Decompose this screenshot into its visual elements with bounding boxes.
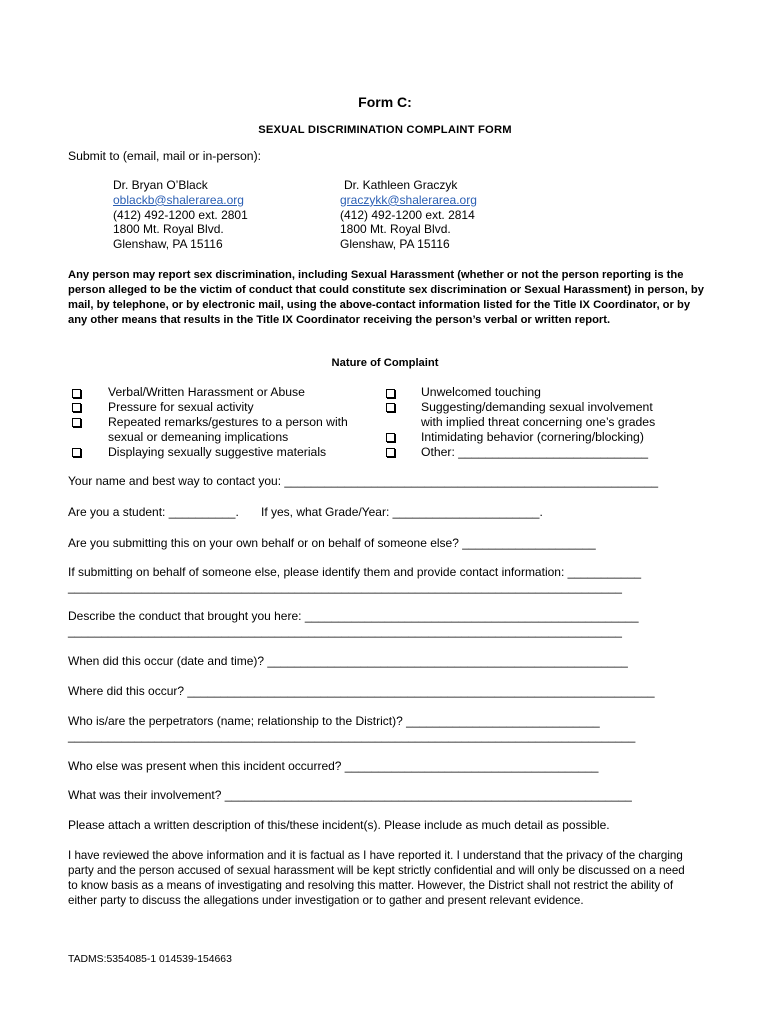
name-contact-field[interactable]: Your name and best way to contact you: ________________________________________________________ [68,474,659,488]
checkbox-repeated-remarks[interactable] [72,418,81,427]
checkbox-intimidating-behavior[interactable] [386,433,395,442]
contact-street: 1800 Mt. Royal Blvd. [340,222,451,237]
contact-card-2 [340,178,477,252]
option-label: Pressure for sexual activity [108,400,254,414]
option-label: Verbal/Written Harassment or Abuse [108,385,305,399]
contact-city: Glenshaw, PA 15116 [113,237,223,252]
behalf-identify-field[interactable]: If submitting on behalf of someone else, please identify them and provide contact information: ___________ [68,565,642,579]
describe-conduct-line2[interactable]: ___________________________________________________________________________________ [68,624,622,638]
contact-street: 1800 Mt. Royal Blvd. [113,222,224,237]
when-field[interactable]: When did this occur (date and time)? ______________________________________________________ [68,654,628,668]
contact-phone: (412) 492-1200 ext. 2801 [113,207,248,222]
nature-heading: Nature of Complaint [331,357,439,369]
form-subtitle: SEXUAL DISCRIMINATION COMPLAINT FORM [258,124,512,136]
contact-card-1 [113,178,248,252]
perpetrators-field[interactable]: Who is/are the perpetrators (name; relationship to the District)? _____________________________ [68,714,600,728]
other-field[interactable]: Other: ____________________________ [421,445,649,459]
checkbox-unwelcomed-touching[interactable] [386,389,395,398]
contact-name: Dr. Kathleen Graczyk [344,178,458,192]
grade-year-field[interactable]: If yes, what Grade/Year: ______________________. [261,505,543,519]
where-field[interactable]: Where did this occur? ______________________________________________________________________ [68,684,655,698]
form-title: Form C: [358,94,412,110]
checkbox-other[interactable] [386,448,395,457]
perpetrators-line2[interactable]: _____________________________________________________________________________________ [68,729,636,743]
option-label: Suggesting/demanding sexual involvement [421,400,653,414]
describe-conduct-field[interactable]: Describe the conduct that brought you here: __________________________________________________ [68,609,639,623]
checkbox-verbal-harassment[interactable] [72,389,81,398]
footer-document-id: TADMS:5354085-1 014539-154663 [68,954,232,965]
checkbox-suggesting-involvement[interactable] [386,403,395,412]
student-field[interactable]: Are you a student: __________. [68,505,239,519]
contact-name: Dr. Bryan O’Black [113,178,208,192]
contact-email-link[interactable]: graczykk@shalerarea.org [340,192,477,207]
attach-note: Please attach a written description of this/these incident(s). Please include as much detail as possible. [68,818,610,832]
behalf-identify-line2[interactable]: ___________________________________________________________________________________ [68,580,622,594]
closing-paragraph: I have reviewed the above information and it is factual as I have reported it. I understand that the privacy of the charging party and the person accused of sexual harassment will be kept strictly confidential and will only be discussed on a need to know basis as a means of investigating and resolving this matter. However, the District shall not restrict the ability of either party to discuss the allegations under investigation or to gather and present relevant evidence. [68,849,685,907]
contact-email-link[interactable]: oblackb@shalerarea.org [113,192,244,207]
option-label: Intimidating behavior (cornering/blocking) [421,430,644,444]
contact-phone: (412) 492-1200 ext. 2814 [340,207,475,222]
checkbox-suggestive-materials[interactable] [72,448,81,457]
checkbox-pressure-sexual-activity[interactable] [72,403,81,412]
option-label: with implied threat concerning one’s grades [421,415,656,429]
intro-paragraph: Any person may report sex discrimination, including Sexual Harassment (whether or not the person reporting is the person alleged to be the victim of conduct that could constitute sex discrimination or Sexual Harassment) in person, by mail, by telephone, or by electronic mail, using the above-contact information listed for the Title IX Coordinator, or by any other means that results in the Title IX Coordinator receiving the person’s verbal or written report. [68,269,704,326]
who-present-field[interactable]: Who else was present when this incident occurred? ______________________________________ [68,759,599,773]
contact-city: Glenshaw, PA 15116 [340,237,450,252]
option-label: Unwelcomed touching [421,385,541,399]
involvement-field[interactable]: What was their involvement? _____________________________________________________________ [68,788,632,802]
option-label: sexual or demeaning implications [108,430,289,444]
submit-to-label: Submit to (email, mail or in-person): [68,149,262,163]
option-label: Displaying sexually suggestive materials [108,445,327,459]
option-label: Repeated remarks/gestures to a person with [108,415,348,429]
own-behalf-field[interactable]: Are you submitting this on your own behalf or on behalf of someone else? ____________________ [68,536,596,550]
